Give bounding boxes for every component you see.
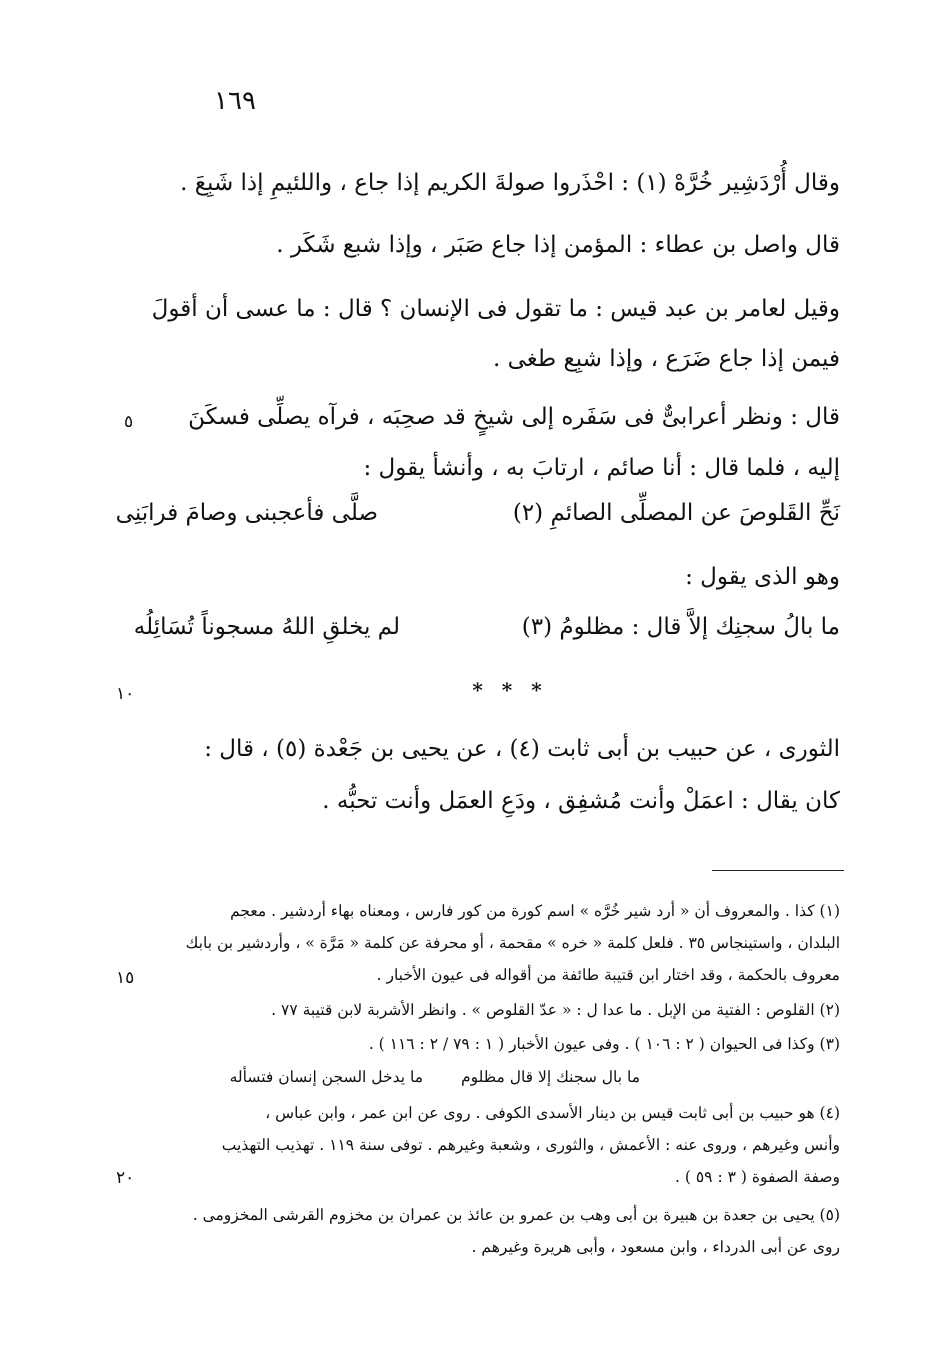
footnote-1-line-3: معروف بالحكمة ، وقد اختار ابن قتيبة طائفة من أقواله فى عيون الأخبار . — [376, 966, 840, 984]
footnote-1-line-2: البلدان ، واستينجاس ٣٥ . فلعل كلمة « خره » مقحمة ، أو محرفة عن كلمة « مَرَّة » ، وأردشير بن بابك — [185, 934, 840, 952]
margin-line-number-10: ١٠ — [116, 684, 135, 704]
paragraph-he-says: وهو الذى يقول : — [685, 564, 840, 590]
section-separator: * * * — [472, 678, 548, 702]
paragraph-amir-line-2: فيمن إذا جاع ضَرَع ، وإذا شبِع طغى . — [492, 346, 840, 372]
paragraph-arabi-line-2: إليه ، فلما قال : أنا صائم ، ارتابَ به ، وأنشأ يقول : — [363, 455, 840, 481]
paragraph-thawri-line-1: الثورى ، عن حبيب بن أبى ثابت (٤) ، عن يحيى بن جَعْدة (٥) ، قال : — [204, 736, 840, 762]
paragraph-ardashir: وقال أُرْدَشِير خُرَّهْ (١) : احْذَروا صولةَ الكريم إذا جاع ، واللئيمِ إذا شَبِعَ . — [180, 170, 840, 196]
footnote-5-line-1: (٥) يحيى بن جعدة بن هبيرة بن أبى وهب بن عمرو بن عائذ بن عمران بن مخزوم القرشى المخزومى . — [192, 1206, 840, 1224]
verse-2-first-hemistich: لم يخلقِ اللهُ مسجوناً تُسَائِلُه — [133, 614, 400, 640]
footnote-1-line-1: (١) كذا . والمعروف أن « أرد شير خُرَّه » اسم كورة من كور فارس ، ومعناه بهاء أردشير . معجم — [230, 902, 840, 920]
margin-line-number-20: ٢٠ — [116, 1168, 135, 1188]
paragraph-arabi-line-1: قال : ونظر أعرابىٌّ فى سَفَره إلى شيخٍ قد صحِبَه ، فرآه يصلِّى فسكَنَ — [188, 404, 840, 430]
paragraph-wasil: قال واصل بن عطاء : المؤمن إذا جاع صَبَر ، وإذا شبع شَكَر . — [276, 232, 840, 258]
footnote-5-line-2: روى عن أبى الدرداء ، وابن مسعود ، وأبى هريرة وغيرهم . — [471, 1238, 840, 1256]
footnote-4-line-2: وأنس وغيرهم ، وروى عنه : الأعمش ، والثورى ، وشعبة وغيرهم . توفى سنة ١١٩ . تهذيب التهذيب — [221, 1136, 840, 1154]
footnote-4-line-3: وصفة الصفوة ( ٣ : ٥٩ ) . — [675, 1168, 840, 1186]
margin-line-number-15: ١٥ — [116, 968, 135, 988]
footnote-3-line-1: (٣) وكذا فى الحيوان ( ٢ : ١٠٦ ) . وفى عيون الأخبار ( ١ : ٧٩ / ٢ : ١١٦ ) . — [368, 1035, 840, 1053]
verse-1-second-hemistich: نَحِّ القَلوصَ عن المصلِّى الصائمِ (٢) — [512, 500, 840, 526]
footnote-2: (٢) القلوص : الفتية من الإبل . ما عدا ل : « عدّ القلوص » . وانظر الأشربة لابن قتيبة ٧٧ . — [271, 1001, 840, 1019]
paragraph-thawri-line-2: كان يقال : اعمَلْ وأنت مُشفِق ، ودَعِ العمَل وأنت تحبُّه . — [322, 788, 840, 814]
paragraph-amir-line-1: وقيل لعامر بن عبد قيس : ما تقول فى الإنسان ؟ قال : ما عسى أن أقولَ — [151, 296, 840, 322]
footnote-divider — [712, 870, 844, 871]
margin-line-number-5: ٥ — [124, 412, 134, 432]
footnote-3-verse-first: ما يدخل السجن إنسان فتسأله — [229, 1068, 423, 1086]
footnote-3-verse-second: ما بال سجنك إلا قال مظلوم — [461, 1068, 640, 1086]
verse-1-first-hemistich: صلَّى فأعجبنى وصامَ فرابَنِى — [115, 500, 378, 526]
verse-2-second-hemistich: ما بالُ سجنِك إلاَّ قال : مظلومُ (٣) — [521, 614, 840, 640]
page-number: ١٦٩ — [214, 86, 256, 116]
footnote-4-line-1: (٤) هو حبيب بن أبى ثابت قيس بن دينار الأسدى الكوفى . روى عن ابن عمر ، وابن عباس ، — [265, 1104, 840, 1122]
